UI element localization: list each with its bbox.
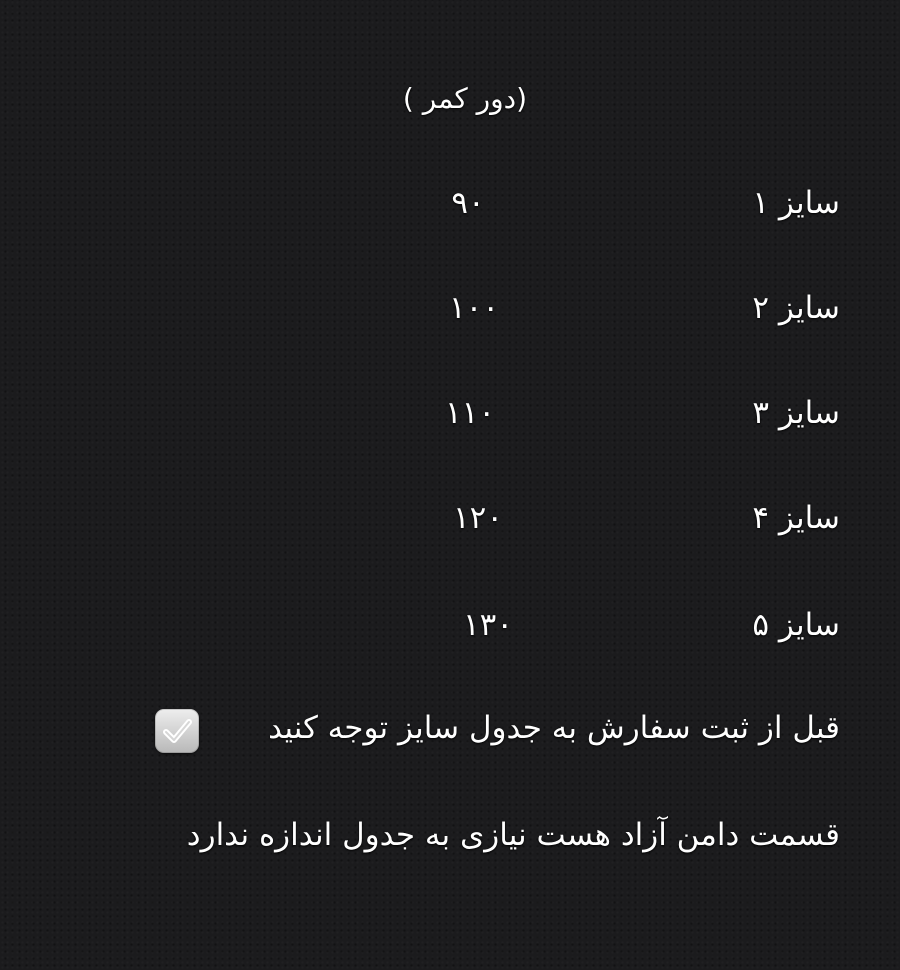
heading-waist: (دور کمر ) [402,82,528,115]
size-value: ۱۰۰ [449,290,499,326]
size-label: سایز ۴ [752,500,840,536]
note-skirt-free-size: قسمت دامن آزاد هست نیازی به جدول اندازه ندارد [186,817,840,853]
size-label: سایز ۱ [752,185,840,221]
size-label: سایز ۳ [752,395,840,431]
size-value: ۱۳۰ [463,607,513,643]
size-value: ۹۰ [451,185,485,221]
size-label: سایز ۵ [752,607,840,643]
size-value: ۱۲۰ [453,500,503,536]
size-label: سایز ۲ [752,290,840,326]
note-check-size-chart: قبل از ثبت سفارش به جدول سایز توجه کنید [268,710,840,746]
checkmark-icon [160,714,194,748]
checkmark-checkbox [155,709,199,753]
size-value: ۱۱۰ [445,395,495,431]
